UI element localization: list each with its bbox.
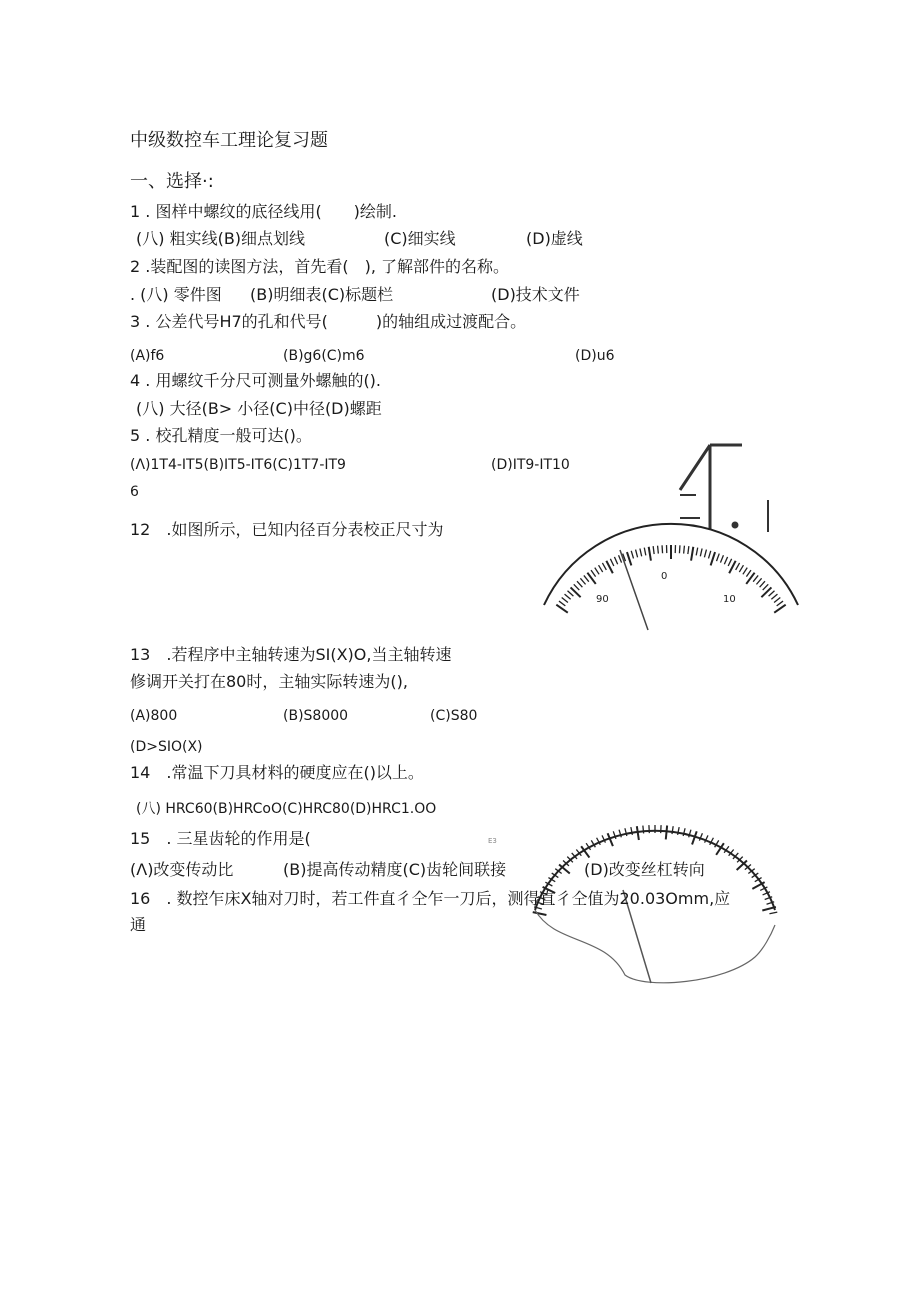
question-2-option-d: (D)技术文件 bbox=[491, 285, 580, 304]
dial-tick bbox=[708, 551, 710, 559]
dial-tick bbox=[769, 591, 775, 596]
question-14-options: (八) HRC60(B)HRCoO(C)HRC80(D)HRC1.OO bbox=[136, 801, 437, 817]
dial-gauge-figure bbox=[520, 430, 820, 640]
dial-tick bbox=[769, 912, 777, 914]
dial2-small-label: E3 bbox=[488, 837, 497, 845]
question-14-stem: 14 .常温下刀具材料的硬度应在()以上。 bbox=[130, 763, 424, 782]
dial-tick bbox=[763, 584, 769, 590]
dial-tick bbox=[692, 831, 697, 844]
dial-tick bbox=[700, 548, 702, 556]
question-4-options: (八) 大径(B> 小径(C)中径(D)螺距 bbox=[136, 399, 382, 418]
question-2-stem: 2 .装配图的读图方法，首先看( ), 了解部件的名称。 bbox=[130, 257, 510, 276]
dial-tick bbox=[696, 548, 698, 556]
dial-pointer bbox=[620, 550, 648, 630]
question-1-stem: 1 . 图样中螺纹的底径线用( )绘制. bbox=[130, 202, 398, 221]
dial-tick bbox=[614, 557, 617, 564]
question-15-stem: 15 . 三星齿轮的作用是( bbox=[130, 829, 311, 848]
question-1-option-d: (D)虚线 bbox=[526, 229, 583, 248]
dial-tick bbox=[662, 545, 663, 553]
question-15-option-b-c: (B)提高传动精度(C)齿轮间联接 bbox=[283, 860, 507, 879]
question-13-stem-line2: 修调开关打在80时，主轴实际转速为(), bbox=[130, 672, 408, 691]
dial-tick bbox=[777, 601, 783, 606]
question-1-option-c: (C)细实线 bbox=[384, 229, 456, 248]
dial-tick bbox=[724, 557, 727, 564]
dial-tick bbox=[746, 570, 751, 577]
dial-tick bbox=[595, 568, 599, 575]
dial-tick bbox=[637, 826, 639, 840]
dial-label-left: 90 bbox=[596, 594, 609, 605]
question-2-option-a: . (八) 零件图 bbox=[130, 285, 222, 304]
dial-tick bbox=[636, 550, 638, 558]
question-15-option-a: (Λ)改变传动比 bbox=[130, 860, 234, 879]
dial-tick bbox=[619, 555, 622, 562]
dial-tick bbox=[688, 546, 689, 554]
dial-tick bbox=[653, 546, 654, 554]
question-13-option-c: (C)S80 bbox=[430, 708, 478, 724]
dial-tick bbox=[666, 826, 667, 840]
question-6-number: 6 bbox=[130, 484, 139, 500]
dial-tick bbox=[720, 555, 723, 562]
question-2-option-b-c: (B)明细表(C)标题栏 bbox=[250, 285, 394, 304]
dial-tick bbox=[559, 601, 565, 606]
dial-tick bbox=[591, 570, 596, 577]
dial-tick bbox=[658, 546, 659, 554]
dial-tick bbox=[580, 578, 585, 584]
dial-tick bbox=[562, 598, 568, 603]
dial-label-zero: 0 bbox=[661, 571, 668, 582]
dial-tick bbox=[565, 594, 571, 599]
question-3-stem: 3 . 公差代号H7的孔和代号( )的轴组成过渡配合。 bbox=[130, 312, 527, 331]
dial-tick bbox=[610, 559, 613, 566]
question-13-option-b: (B)S8000 bbox=[283, 708, 349, 724]
dial-tick bbox=[717, 554, 720, 562]
dial-tick bbox=[574, 584, 580, 590]
dial-tick bbox=[756, 578, 761, 584]
question-13-option-a: (A)800 bbox=[130, 708, 178, 724]
question-13-stem: 13 .若程序中主轴转速为SI(X)O,当主轴转速 bbox=[130, 645, 452, 664]
question-1-option-a-b: (八) 粗实线(B)细点划线 bbox=[136, 229, 306, 248]
dial-tick bbox=[584, 575, 589, 581]
dial-tick bbox=[602, 563, 606, 570]
dial-outer-arc bbox=[544, 524, 798, 605]
dial-tick bbox=[736, 563, 740, 570]
question-16-stem-line2: 通 bbox=[130, 915, 147, 934]
question-12-stem: 12 .如图所示，已知内径百分表校正尺寸为 bbox=[130, 520, 444, 539]
dial-tick bbox=[684, 546, 685, 554]
dial-tick bbox=[711, 552, 715, 565]
dial-tick bbox=[774, 598, 780, 603]
dial-tick bbox=[672, 826, 673, 834]
dial-tick bbox=[643, 826, 644, 834]
question-4-stem: 4 . 用螺纹千分尺可测量外螺触的(). bbox=[130, 371, 382, 390]
dial-tick bbox=[631, 551, 633, 559]
question-3-option-b-c: (B)g6(C)m6 bbox=[283, 348, 365, 364]
dial-tick bbox=[728, 559, 731, 566]
dial-tick bbox=[704, 550, 706, 558]
dial-tick bbox=[679, 545, 680, 553]
dial-tick bbox=[627, 552, 631, 565]
dial-tick bbox=[739, 565, 743, 572]
page-title: 中级数控车工理论复习题 bbox=[130, 130, 328, 151]
dial-tick bbox=[631, 827, 633, 835]
dial-tick bbox=[678, 827, 680, 835]
dial-tick bbox=[568, 591, 574, 596]
question-3-option-a: (A)f6 bbox=[130, 348, 165, 364]
workpiece-outline bbox=[535, 910, 775, 983]
question-13-option-d: (D>SIO(X) bbox=[130, 739, 203, 755]
dial-tick bbox=[556, 605, 567, 613]
dial-tick bbox=[599, 565, 603, 572]
dial-tick bbox=[771, 594, 777, 599]
dial-tick bbox=[640, 548, 642, 556]
dial-tick bbox=[691, 547, 693, 561]
dial-tick bbox=[577, 581, 582, 587]
question-3-option-d: (D)u6 bbox=[575, 348, 615, 364]
question-16-stem: 16 . 数控乍床X轴对刀时，若工件直彳仝乍一刀后，测得直彳仝值为20.03Omm,应 bbox=[130, 889, 731, 908]
dial-tick bbox=[608, 833, 613, 846]
question-5-option-a-c: (Λ)1T4-IT5(B)IT5-IT6(C)1T7-IT9 bbox=[130, 457, 346, 473]
section-heading: 一、选择·: bbox=[130, 171, 214, 192]
dial-tick bbox=[774, 605, 785, 613]
question-5-stem: 5 . 校孔精度一般可达()。 bbox=[130, 426, 312, 445]
dial-tick bbox=[743, 568, 747, 575]
dial-scale-ticks bbox=[556, 545, 785, 613]
dial-tick bbox=[644, 548, 646, 556]
dial-label-right: 10 bbox=[723, 594, 736, 605]
gauge-holder-drawing bbox=[680, 445, 768, 532]
dial-tick bbox=[533, 912, 547, 915]
question-15-option-d: (D)改变丝杠转向 bbox=[584, 860, 705, 879]
dial-tick bbox=[753, 575, 758, 581]
question-5-option-d: (D)IT9-IT10 bbox=[491, 457, 570, 473]
dial-tick bbox=[649, 547, 651, 561]
dial-tick bbox=[760, 581, 765, 587]
